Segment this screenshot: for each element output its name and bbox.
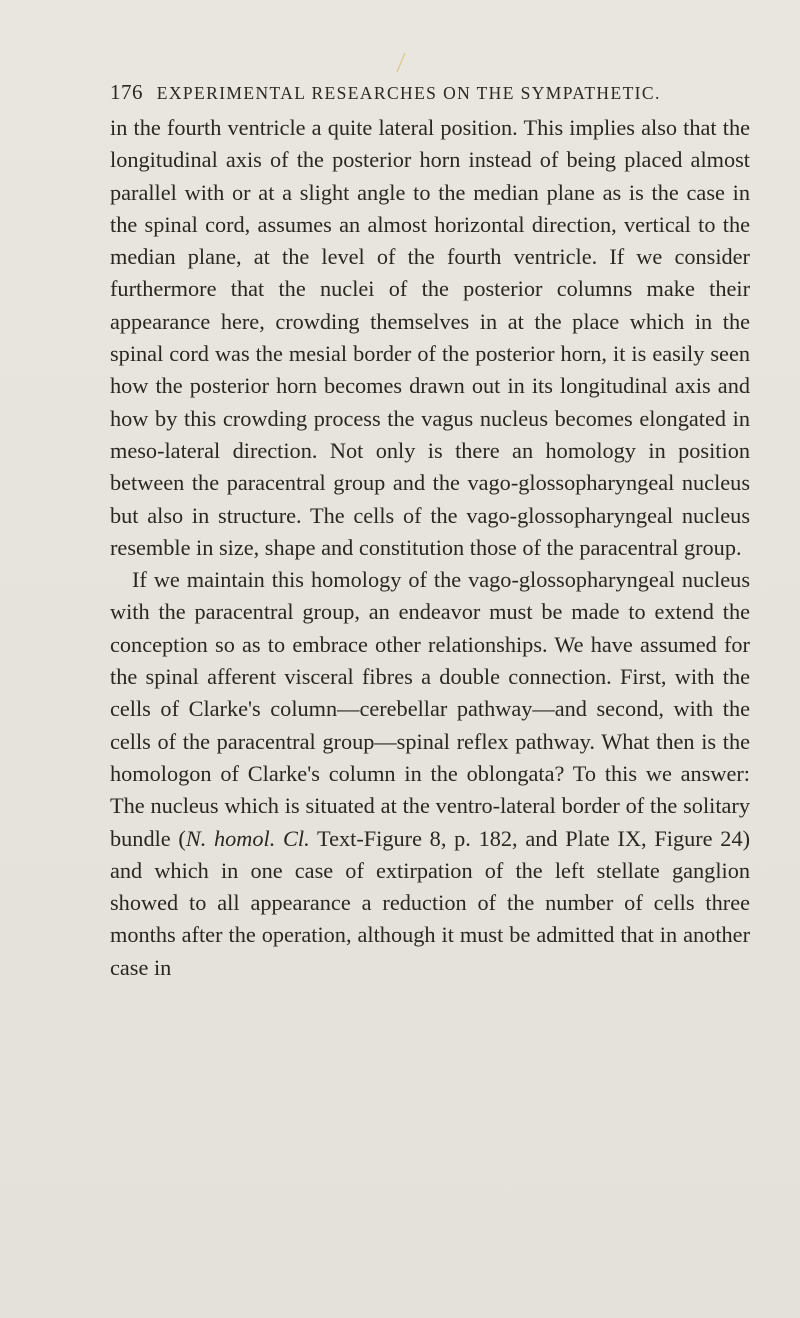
- paragraph-2-italic-label: N. homol. Cl.: [185, 825, 310, 851]
- paragraph-2-text-a: If we maintain this homology of the vago-glossopharyngeal nucleus with the paracentral group, an endeavor must be made to extend the conception so as to embrace other relationships. We have assumed for the spinal afferent visceral fibres a double connection. First, with the cells of Clarke's column—cerebellar pathway—and second, with the cells of the paracentral group—spinal reflex pathway. What then is the homologon of Clarke's column in the oblongata? To this we answer: The nucleus which is situated at the ventro-lateral border of the solitary bundle (: [110, 567, 750, 851]
- page-number: 176: [110, 80, 143, 104]
- running-title: EXPERIMENTAL RESEARCHES ON THE SYMPATHETIC.: [156, 83, 661, 103]
- body-text: [110, 112, 750, 984]
- paragraph-1: in the fourth ventricle a quite lateral position. This implies also that the longitudinal axis of the posterior horn instead of being placed almost parallel with or at a slight angle to the median plane as is the case in the spinal cord, assumes an almost horizontal direction, vertical to the median plane, at the level of the fourth ventricle. If we consider furthermore that the nuclei of the posterior columns make their appearance here, crowding themselves in at the place which in the spinal cord was the mesial border of the posterior horn, it is easily seen how the posterior horn becomes drawn out in its longitudinal axis and how by this crowding process the vagus nucleus becomes elongated in meso-lateral direction. Not only is there an homology in position between the paracentral group and the vago-glossopharyngeal nucleus but also in structure. The cells of the vago-glossopharyngeal nucleus resemble in size, shape and constitution those of the paracentral group.: [110, 115, 750, 560]
- pencil-mark-icon: [393, 52, 407, 74]
- paragraph-2: [110, 564, 750, 984]
- paragraph-2-text-b: Text-Figure 8, p. 182, and Plate IX, Figure 24) and which in one case of extirpation of the left stellate ganglion showed to all appearance a reduction of the number of cells three months after the operation, although it must be admitted that in another case in: [110, 825, 751, 980]
- running-head: [110, 80, 661, 105]
